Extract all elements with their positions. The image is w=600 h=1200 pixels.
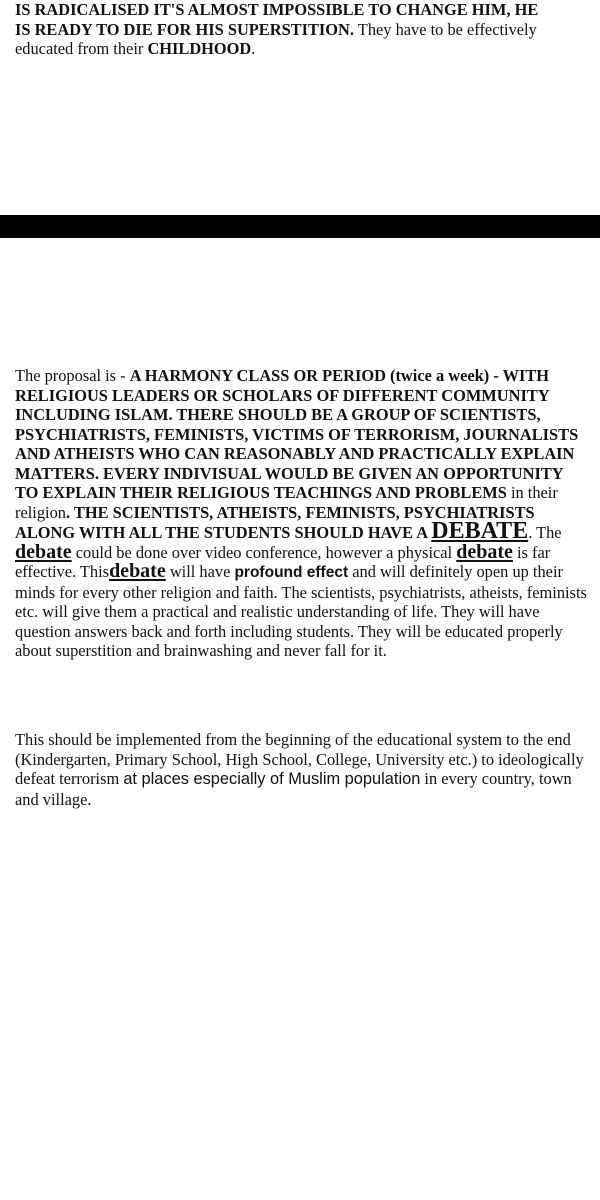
- proposal-paragraph: [15, 366, 587, 661]
- childhood-bold: CHILDHOOD: [147, 39, 252, 58]
- debate-word-4: debate: [109, 560, 166, 582]
- top-line-1: IS RADICALISED IT'S ALMOST IMPOSSIBLE TO CHANGE HIM, HE: [15, 0, 539, 19]
- implementation-end: in every country, town and village.: [15, 769, 572, 809]
- after-debate-2: could be done over video conference, however a physical: [71, 542, 457, 562]
- black-divider-bar: [0, 215, 600, 238]
- top-paragraph: [15, 0, 587, 59]
- after-debate: . The: [528, 523, 562, 542]
- debate-heading-word: DEBATE: [431, 518, 529, 544]
- debate-word-3: debate: [456, 540, 513, 563]
- proposal-bold-body: A HARMONY CLASS OR PERIOD (twice a week) - WITH RELIGIOUS LEADERS OR SCHOLARS OF DIFFERENT COMMUNITY INCLUDING ISLAM. THERE SHOULD BE A GROUP OF SCIENTISTS, PSYCHIATRISTS, FEMINISTS, VICTIMS OF TERRORISM, JOURNALISTS AND ATHEISTS WHO CAN REASONABLY AND PRACTICALLY EXPLAIN MATTERS. EVERY INDIVISUAL WOULD BE GIVEN AN OPPORTUNITY TO EXPLAIN THEIR RELIGIOUS TEACHINGS AND PROBLEMS: [15, 366, 579, 502]
- implementation-paragraph: [15, 730, 587, 809]
- proposal-bold-body-2: THE SCIENTISTS, ATHEISTS, FEMINISTS, PSYCHIATRISTS ALONG WITH ALL THE STUDENTS SHOULD HAVE A: [15, 502, 535, 542]
- implementation-start: This should be implemented from the beginning of the educational system to the end (Kindergarten, Primary School, High School, College, University etc.) to ideologically defeat terrorism: [15, 730, 584, 788]
- profound-effect-bold: profound effect: [234, 564, 349, 581]
- top-line-3-start: educated from their: [15, 39, 148, 58]
- top-excerpt: [0, 0, 600, 215]
- debate-word-2: debate: [15, 540, 72, 563]
- after-debate-4: will have: [165, 562, 235, 581]
- superstition-bold: IS READY TO DIE FOR HIS SUPERSTITION.: [15, 19, 354, 39]
- top-line-2-rest: They have to be effectively: [354, 19, 537, 39]
- proposal-after-bold: in their religion: [15, 483, 558, 522]
- proposal-rest: and will definitely open up their minds for every other religion and faith. The scientists, psychiatrists, atheists, feminists etc. will give them a practical and realistic understanding of life. They will have question answers back and forth including students. They will be educated properly about superstition and brainwashing and never fall for it.: [15, 562, 587, 660]
- proposal-period: .: [65, 502, 71, 522]
- proposal-intro: The proposal is -: [15, 366, 130, 385]
- proposal-excerpt: [0, 238, 600, 1200]
- top-line-3-end: .: [251, 39, 256, 58]
- implementation-sans-part: at places especially of Muslim population: [123, 770, 421, 788]
- after-debate-3: is far effective. This: [15, 542, 551, 581]
